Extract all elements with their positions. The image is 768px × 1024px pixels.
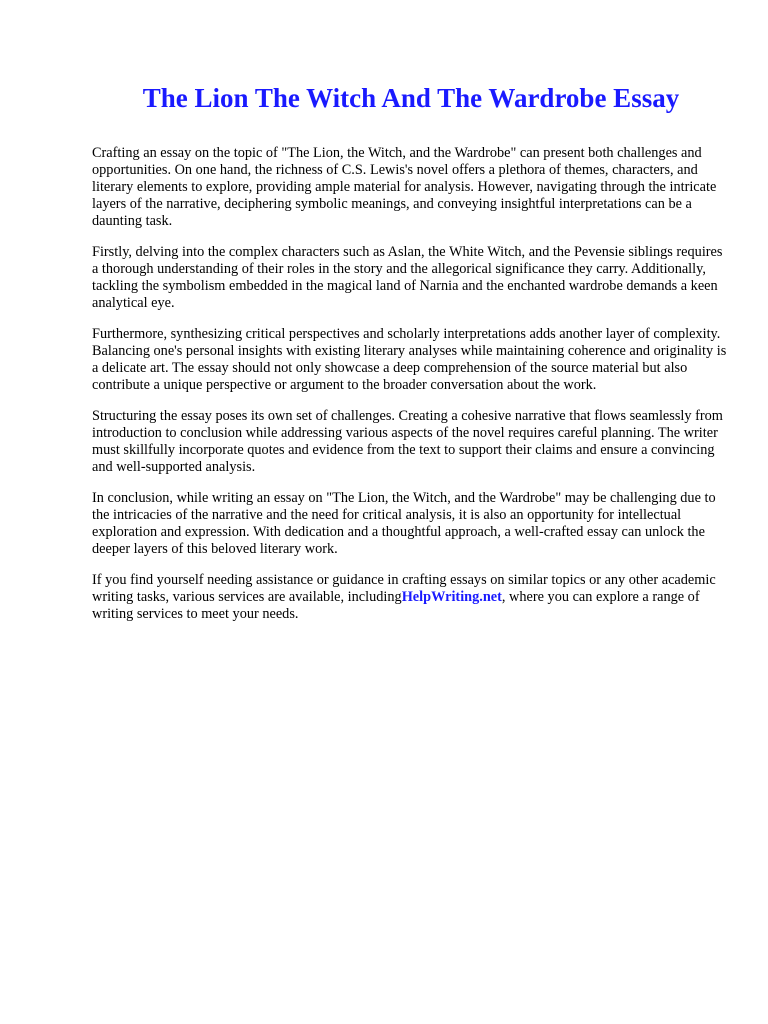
paragraph-2: Firstly, delving into the complex characters such as Aslan, the White Witch, and the Pevensie siblings requires a thorough understanding of their roles in the story and the allegorical significance they carry. Additionally, tackling the symbolism embedded in the magical land of Narnia and the enchanted wardrobe demands a keen analytical eye.: [92, 244, 723, 311]
essay-body: [92, 145, 732, 637]
paragraph-5: In conclusion, while writing an essay on "The Lion, the Witch, and the Wardrobe" may be challenging due to the intricacies of the narrative and the need for critical analysis, it is also an opportunity for intellectual exploration and expression. With dedication and a thoughtful approach, a well-crafted essay can unlock the deeper layers of this beloved literary work.: [92, 490, 716, 557]
helpwriting-link[interactable]: HelpWriting.net: [401, 589, 502, 605]
closing-text-before-link: If you find yourself needing assistance or guidance in crafting essays on similar topics or any other academic writing tasks, various services are available, including: [92, 572, 716, 605]
closing-paragraph: [92, 572, 732, 623]
paragraph-4: Structuring the essay poses its own set of challenges. Creating a cohesive narrative that flows seamlessly from introduction to conclusion while addressing various aspects of the novel requires careful planning. The writer must skillfully incorporate quotes and evidence from the text to support their claims and ensure a convincing and well-supported analysis.: [92, 408, 723, 475]
paragraph-3: Furthermore, synthesizing critical perspectives and scholarly interpretations adds another layer of complexity. Balancing one's personal insights with existing literary analyses while maintaining coherence and originality is a delicate art. The essay should not only showcase a deep comprehension of the source material but also contribute a unique perspective or argument to the broader conversation about the work.: [92, 326, 727, 393]
paragraph-1: Crafting an essay on the topic of "The Lion, the Witch, and the Wardrobe" can present both challenges and opportunities. On one hand, the richness of C.S. Lewis's novel offers a plethora of themes, characters, and literary elements to explore, providing ample material for analysis. However, navigating through the intricate layers of the narrative, deciphering symbolic meanings, and conveying insightful interpretations can be a daunting task.: [92, 145, 717, 229]
closing-text-after-link: , where you can explore a range of writing services to meet your needs.: [92, 589, 700, 622]
page-title: The Lion The Witch And The Wardrobe Essay: [142, 83, 680, 113]
